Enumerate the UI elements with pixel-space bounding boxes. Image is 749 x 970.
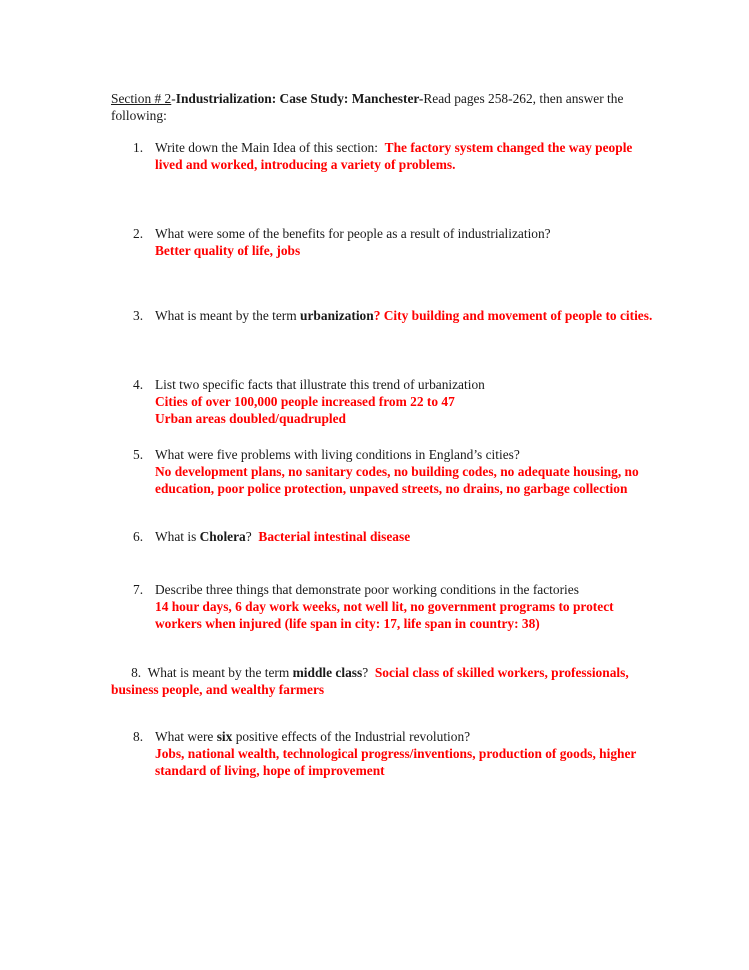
answer-text: Social class of skilled workers, professionals, business people, and wealthy farmers: [111, 665, 629, 697]
question-prompt: What is: [155, 529, 200, 544]
question-1: [133, 139, 653, 173]
key-term: urbanization: [300, 308, 374, 323]
question-3: [133, 307, 653, 324]
question-prompt-end: positive effects of the Industrial revolution?: [232, 729, 471, 744]
question-number: 6.: [133, 529, 144, 544]
question-number: 2.: [133, 226, 144, 241]
key-term: six: [216, 729, 233, 744]
question-6: [133, 528, 653, 545]
section-heading: [111, 90, 651, 124]
question-prompt: What is meant by the term: [155, 308, 301, 323]
question-prompt-end: ?: [362, 665, 369, 680]
question-number: 3.: [133, 308, 144, 323]
question-prompt: What were some of the benefits for people as a result of industrialization?: [155, 226, 551, 241]
question-prompt: List two specific facts that illustrate this trend of urbanization: [155, 377, 485, 392]
answer-text: Better quality of life, jobs: [155, 243, 301, 258]
heading-dash-bold: -: [418, 91, 424, 106]
answer-text: Bacterial intestinal disease: [258, 529, 411, 544]
question-8-positive-effects: [133, 728, 653, 779]
question-prompt: Write down the Main Idea of this section:: [155, 140, 378, 155]
question-prompt: What were: [155, 729, 217, 744]
answer-text: ? City building and movement of people to cities.: [373, 308, 653, 323]
answer-text: No development plans, no sanitary codes, no building codes, no adequate housing, no education, poor police protection, unpaved streets, no drains, no garbage collection: [155, 464, 639, 496]
key-term: Cholera: [199, 529, 246, 544]
question-number: 7.: [133, 582, 144, 597]
question-number: 5.: [133, 447, 144, 462]
heading-dash: -: [171, 91, 176, 106]
question-number: 8.: [131, 665, 142, 680]
question-5: [133, 446, 653, 497]
section-label: Section # 2: [111, 91, 172, 106]
question-prompt: What is meant by the term: [147, 665, 293, 680]
answer-text: The factory system changed the way people lived and worked, introducing a variety of problems.: [155, 140, 633, 172]
answer-line: Urban areas doubled/quadrupled: [155, 411, 346, 426]
question-8-middle-class: [111, 664, 651, 698]
question-4: [133, 376, 653, 427]
answer-text: Jobs, national wealth, technological progress/inventions, production of goods, higher standard of living, hope of improvement: [155, 746, 637, 778]
question-number: 8.: [133, 729, 144, 744]
answer-text: 14 hour days, 6 day work weeks, not well lit, no government programs to protect workers when injured (life span in city: 17, life span in country: 38): [155, 599, 614, 631]
question-prompt-end: ?: [245, 529, 252, 544]
question-number: 1.: [133, 140, 144, 155]
question-prompt: Describe three things that demonstrate poor working conditions in the factories: [155, 582, 579, 597]
question-number: 4.: [133, 377, 144, 392]
section-title: Industrialization: Case Study: Manchester: [175, 91, 419, 106]
key-term: middle class: [292, 665, 363, 680]
question-prompt: What were five problems with living conditions in England’s cities?: [155, 447, 520, 462]
answer-line: Cities of over 100,000 people increased from 22 to 47: [155, 394, 455, 409]
section-instruction: Read pages 258-262, then answer the following:: [111, 91, 624, 123]
question-2: [133, 225, 653, 259]
question-7: [133, 581, 653, 632]
